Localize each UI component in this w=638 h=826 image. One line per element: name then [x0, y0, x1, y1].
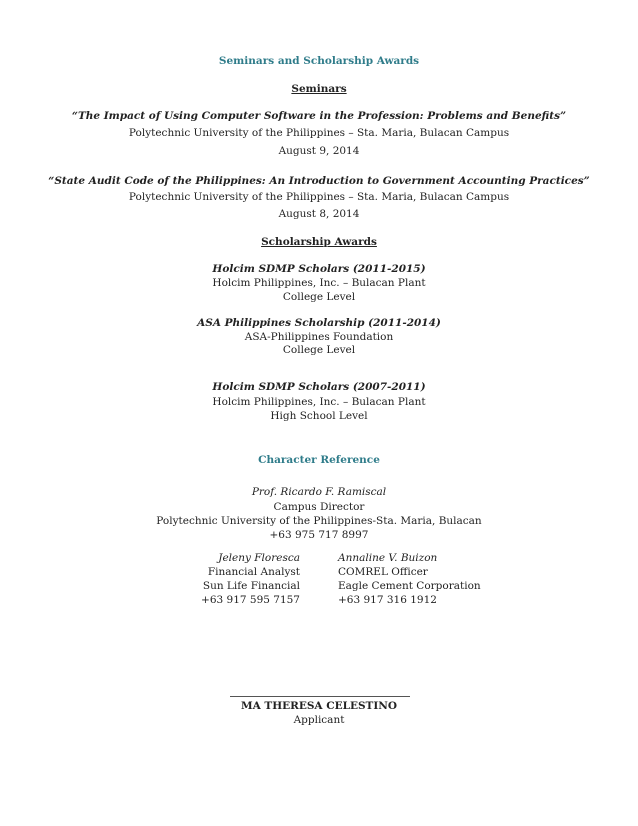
- reference-right: [338, 551, 481, 607]
- scholarship-2-level: College Level: [282, 344, 356, 356]
- scholarship-2-org: ASA-Philippines Foundation: [244, 331, 394, 343]
- seminars-heading: Seminars: [291, 83, 347, 95]
- scholarship-1-title: Holcim SDMP Scholars (2011-2015): [212, 263, 426, 275]
- seminar-1-venue: Polytechnic University of the Philippines – Sta. Maria, Bulacan Campus: [128, 127, 510, 139]
- seminar-1-date: August 9, 2014: [278, 145, 360, 157]
- reference-left-phone: +63 917 595 7157: [201, 594, 300, 606]
- section-title: Seminars and Scholarship Awards: [218, 55, 420, 67]
- reference-right-phone: +63 917 316 1912: [338, 594, 437, 606]
- reference-primary-phone: +63 975 717 8997: [269, 529, 369, 541]
- seminar-2-venue: Polytechnic University of the Philippines – Sta. Maria, Bulacan Campus: [128, 191, 510, 203]
- reference-left-org: Sun Life Financial: [202, 580, 300, 592]
- reference-right-name: Annaline V. Buizon: [338, 552, 438, 564]
- scholarships-heading: Scholarship Awards: [261, 236, 377, 248]
- reference-primary-name: Prof. Ricardo F. Ramiscal: [251, 486, 387, 498]
- reference-right-position: COMREL Officer: [338, 566, 428, 578]
- scholarship-1-level: College Level: [282, 291, 356, 303]
- reference-primary-org: Polytechnic University of the Philippines-Sta. Maria, Bulacan: [156, 515, 482, 527]
- scholarship-3-org: Holcim Philippines, Inc. – Bulacan Plant: [212, 396, 426, 408]
- reference-left: [201, 551, 300, 607]
- scholarship-3-title: Holcim SDMP Scholars (2007-2011): [212, 381, 426, 393]
- reference-left-name: Jeleny Floresca: [218, 552, 300, 564]
- scholarship-2-title: ASA Philippines Scholarship (2011-2014): [197, 317, 441, 329]
- seminar-2-date: August 8, 2014: [278, 208, 360, 220]
- scholarship-3-level: High School Level: [270, 410, 368, 422]
- reference-right-org: Eagle Cement Corporation: [338, 580, 481, 592]
- scholarship-1-org: Holcim Philippines, Inc. – Bulacan Plant: [212, 277, 426, 289]
- reference-primary-position: Campus Director: [273, 501, 365, 513]
- reference-left-position: Financial Analyst: [207, 566, 300, 578]
- seminar-2-title: “State Audit Code of the Philippines: An Introduction to Government Accounting Practices”: [48, 175, 590, 187]
- signature-line: [230, 696, 410, 697]
- signature-name: MA THERESA CELESTINO: [240, 700, 398, 712]
- signature-role: Applicant: [293, 714, 345, 726]
- seminar-1-title: “The Impact of Using Computer Software in the Profession: Problems and Benefits”: [71, 110, 567, 122]
- character-reference-heading: Character Reference: [258, 454, 380, 466]
